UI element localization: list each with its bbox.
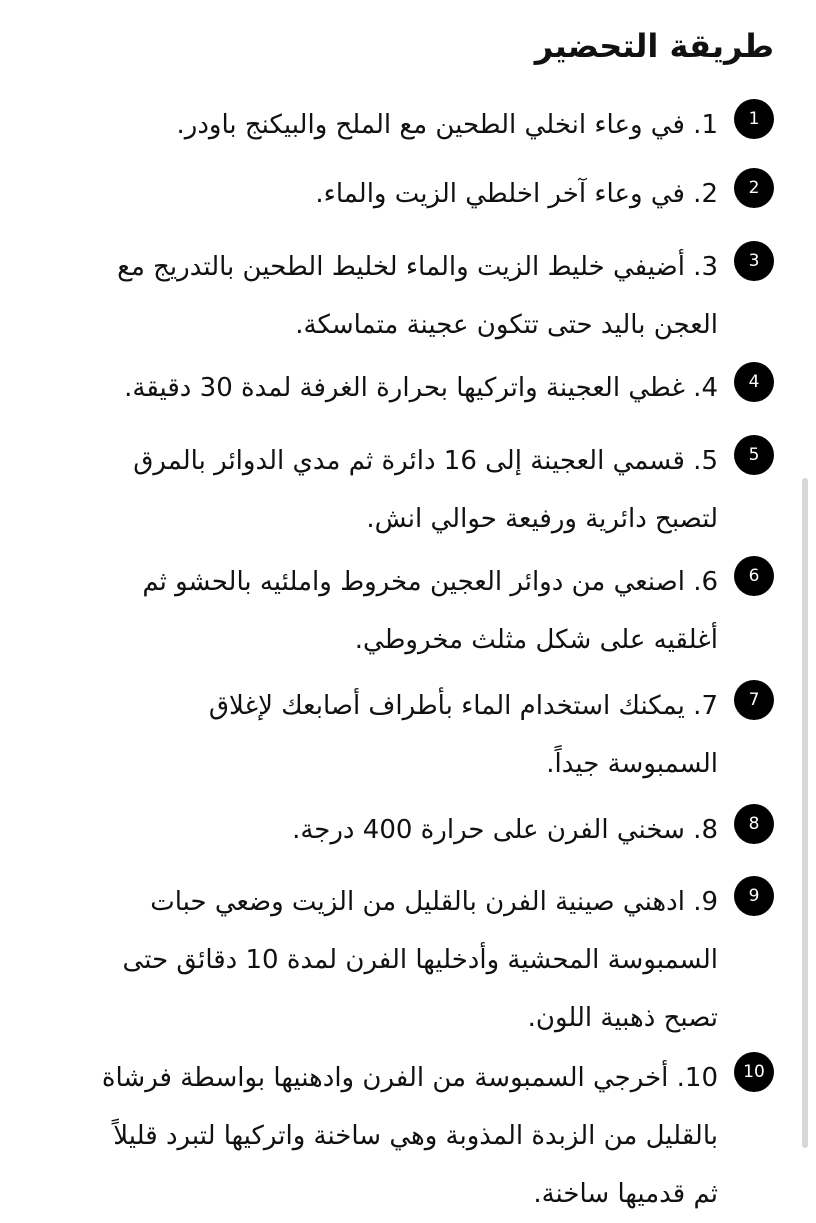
step-text: [68, 1049, 718, 1223]
step-text: [68, 873, 718, 1047]
page-title: طريقة التحضير: [534, 27, 774, 65]
step-number-badge: 10: [734, 1052, 774, 1092]
step-text-line: 3. أضيفي خليط الزيت والماء لخليط الطحين بالتدريج مع: [117, 252, 718, 282]
step-text: [68, 165, 718, 223]
step-number-badge: 4: [734, 362, 774, 402]
step-text-line: 10. أخرجي السمبوسة من الفرن وادهنيها بواسطة فرشاة: [101, 1063, 718, 1093]
step-text-line: 8. سخني الفرن على حرارة 400 درجة.: [292, 815, 718, 845]
vertical-scrollbar[interactable]: [802, 478, 808, 1148]
step-number-badge: 9: [734, 876, 774, 916]
step-text: [68, 96, 718, 154]
step-text-line: 4. غطي العجينة واتركيها بحرارة الغرفة لمدة 30 دقيقة.: [124, 373, 718, 403]
step-number-badge: 7: [734, 680, 774, 720]
step-text: [68, 677, 718, 793]
step-text: [68, 359, 718, 417]
step-number-badge: 2: [734, 168, 774, 208]
step-text-line: ثم قدميها ساخنة.: [533, 1179, 718, 1209]
step-number-badge: 8: [734, 804, 774, 844]
step-text: [68, 432, 718, 548]
step-text-line: 9. ادهني صينية الفرن بالقليل من الزيت وضعي حبات: [150, 887, 718, 917]
step-text-line: 7. يمكنك استخدام الماء بأطراف أصابعك لإغلاق: [208, 691, 718, 721]
step-text-line: 6. اصنعي من دوائر العجين مخروط واملئيه بالحشو ثم: [142, 567, 718, 597]
step-number-badge: 6: [734, 556, 774, 596]
step-text-line: العجن باليد حتى تتكون عجينة متماسكة.: [295, 310, 718, 340]
step-text-line: 1. في وعاء انخلي الطحين مع الملح والبيكنج باودر.: [176, 110, 718, 140]
step-text-line: بالقليل من الزبدة المذوبة وهي ساخنة واتركيها لتبرد قليلاً: [113, 1121, 718, 1151]
step-text-line: 5. قسمي العجينة إلى 16 دائرة ثم مدي الدوائر بالمرق: [133, 446, 718, 476]
step-text-line: لتصبح دائرية ورفيعة حوالي انش.: [366, 504, 718, 534]
step-text-line: 2. في وعاء آخر اخلطي الزيت والماء.: [315, 179, 718, 209]
step-text: [68, 553, 718, 669]
step-text-line: أغلقيه على شكل مثلث مخروطي.: [354, 625, 718, 655]
step-text-line: تصبح ذهبية اللون.: [527, 1003, 718, 1033]
step-text: [68, 801, 718, 859]
step-number-badge: 1: [734, 99, 774, 139]
step-number-badge: 5: [734, 435, 774, 475]
step-number-badge: 3: [734, 241, 774, 281]
step-text-line: السمبوسة جيداً.: [546, 749, 718, 779]
step-text: [68, 238, 718, 354]
step-text-line: السمبوسة المحشية وأدخليها الفرن لمدة 10 دقائق حتى: [122, 945, 718, 975]
